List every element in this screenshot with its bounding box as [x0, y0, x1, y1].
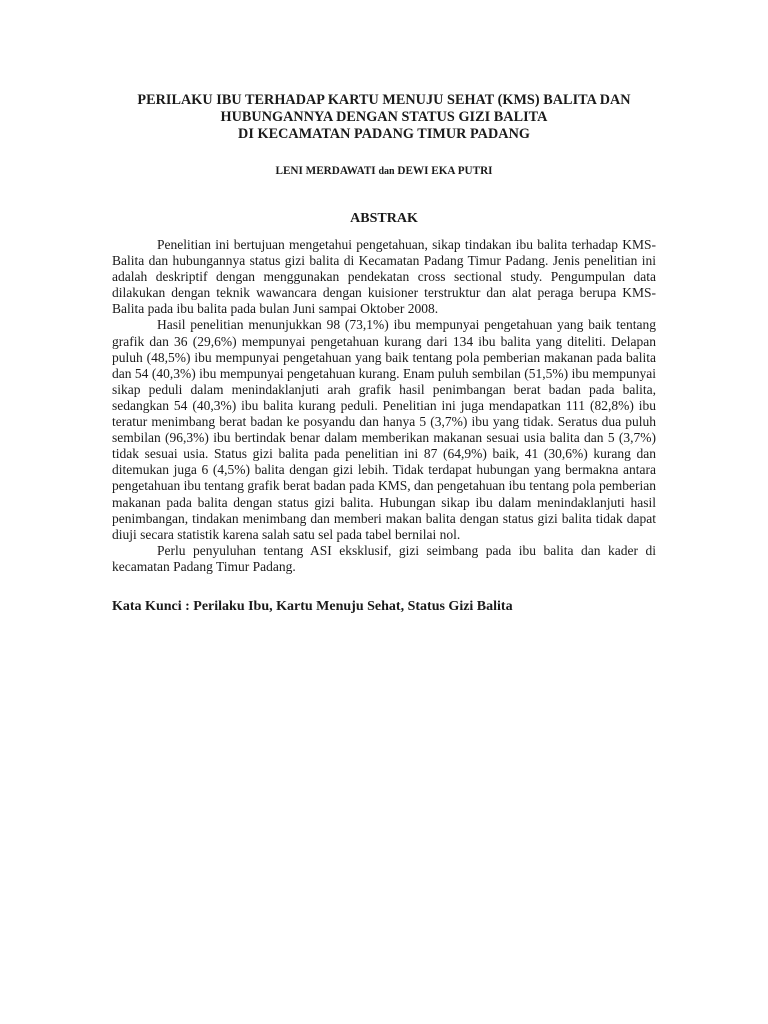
abstract-paragraph: Perlu penyuluhan tentang ASI eksklusif, gizi seimbang pada ibu balita dan kader di kecamatan Padang Timur Padang.: [112, 542, 656, 574]
abstract-paragraph: Hasil penelitian menunjukkan 98 (73,1%) ibu mempunyai pengetahuan yang baik tentang grafik dan 36 (29,6%) mempunyai pengetahuan kurang dari 134 ibu balita yang diteliti. Delapan puluh (48,5%) ibu mempunyai pengetahuan yang baik tentang pola pemberian makanan pada balita dan 54 (40,3%) ibu mempunyai pengetahuan kurang. Enam puluh sembilan (51,5%) ibu mempunyai sikap peduli dalam menindaklanjuti arah grafik hasil penimbangan berat badan pada balita, sedangkan 54 (40,3%) ibu balita kurang peduli. Penelitian ini juga mendapatkan 111 (82,8%) ibu teratur menimbang berat badan ke posyandu dan hanya 5 (3,7%) ibu yang tidak. Seratus dua puluh sembilan (96,3%) ibu bertindak benar dalam memberikan makanan sesuai usia balita dan 5 (3,7%) tidak sesuai usia. Status gizi balita pada penelitian ini 87 (64,9%) baik, 41 (30,6%) kurang dan ditemukan juga 6 (4,5%) balita dengan gizi lebih. Tidak terdapat hubungan yang bermakna antara pengetahuan ibu tentang grafik berat badan pada KMS, dan pengetahuan ibu tentang pola pemberian makanan pada balita dengan status gizi balita. Hubungan sikap ibu dalam menindaklanjuti hasil penimbangan, tindakan menimbang dan memberi makan balita dengan status gizi balita tidak dapat diuji secara statistik karena salah satu sel pada tabel bernilai nol.: [112, 317, 656, 542]
abstract-body: [112, 237, 656, 575]
author-line: [112, 164, 656, 179]
document-page: [112, 92, 656, 615]
author-name: DEWI EKA PUTRI: [397, 165, 493, 177]
paper-title: [112, 92, 656, 143]
title-line: PERILAKU IBU TERHADAP KARTU MENUJU SEHAT (KMS) BALITA DAN: [137, 92, 631, 108]
abstract-heading: ABSTRAK: [350, 211, 418, 226]
abstract-paragraph: Penelitian ini bertujuan mengetahui pengetahuan, sikap tindakan ibu balita terhadap KMS-Balita dan hubungannya status gizi balita di Kecamatan Padang Timur Padang. Jenis penelitian ini adalah deskriptif dengan menggunakan pendekatan cross sectional study. Pengumpulan data dilakukan dengan teknik wawancara dengan kuisioner terstruktur dan alat peraga berupa KMS- Balita pada ibu balita pada bulan Juni sampai Oktober 2008.: [112, 237, 656, 317]
title-line: DI KECAMATAN PADANG TIMUR PADANG: [238, 126, 530, 142]
keywords-line: Kata Kunci : Perilaku Ibu, Kartu Menuju Sehat, Status Gizi Balita: [112, 598, 513, 614]
author-name: LENI MERDAWATI: [275, 165, 376, 177]
title-line: HUBUNGANNYA DENGAN STATUS GIZI BALITA: [220, 109, 548, 125]
author-joiner: dan: [378, 166, 395, 177]
